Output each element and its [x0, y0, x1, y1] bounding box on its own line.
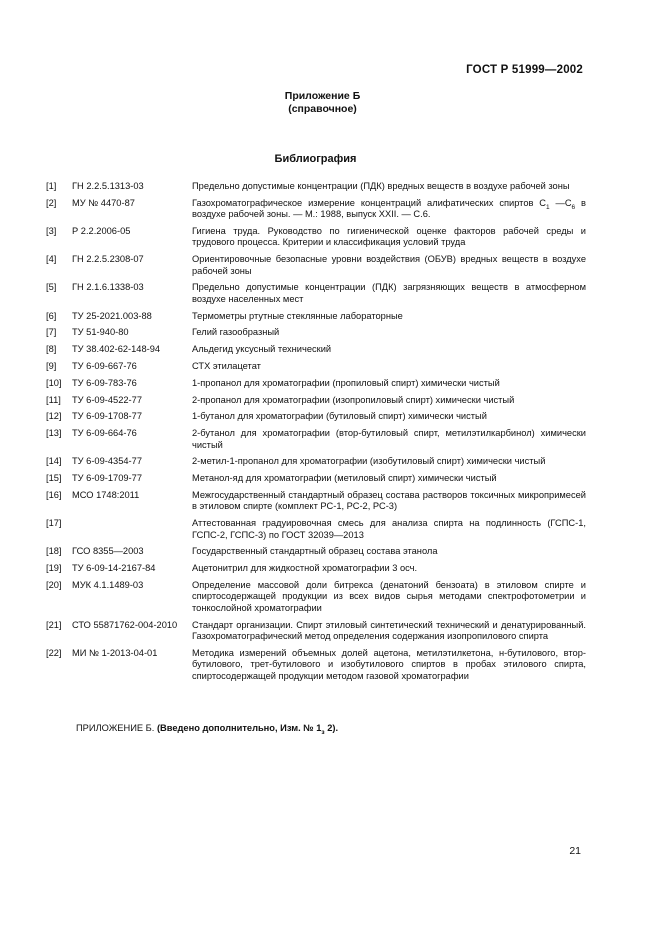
entry-text: Гигиена труда. Руководство по гигиенической оценке факторов рабочей среды и трудового процесса. Критерии и классификация условий труда	[192, 226, 586, 248]
entry-code: ТУ 38.402-62-148-94	[72, 344, 161, 355]
entry-code: ТУ 6-09-4522-77	[72, 394, 142, 405]
appendix-note: ПРИЛОЖЕНИЕ Б. (Введено дополнительно, Изм. № $1_з$ 2).	[76, 723, 339, 736]
entry-number: [3]	[46, 226, 57, 236]
appendix-subtitle: (справочное)	[288, 103, 357, 115]
entry-number: [7]	[46, 327, 57, 338]
entry-text: 1-пропанол для хроматографии (пропиловый спирт) химически чистый	[192, 377, 500, 388]
entry-code: ГН 2.2.5.2308-07	[72, 254, 144, 265]
entry-text: Межгосударственный стандартный образец состава растворов токсичных микропримесей в этиловом спирте (комплект РС-1, РС-2, РС-3)	[192, 489, 586, 512]
bibliography-entry	[46, 361, 586, 372]
page-number: 21	[569, 845, 581, 857]
entry-text: Предельно допустимые концентрации (ПДК) загрязняющих веществ в атмосферном воздухе населенных мест	[192, 282, 586, 304]
entry-number: [6]	[46, 310, 57, 321]
entry-number: [9]	[46, 361, 57, 371]
entry-code: ГСО 8355—2003	[72, 546, 144, 557]
entry-code: ТУ 6-09-1709-77	[72, 473, 142, 484]
entry-number: [22]	[46, 647, 62, 658]
entry-code: ТУ 6-09-664-76	[72, 428, 137, 439]
entry-number: [12]	[46, 411, 62, 422]
entry-text: Предельно допустимые концентрации (ПДК) вредных веществ в воздухе рабочей зоны	[192, 181, 570, 191]
entry-code	[72, 518, 192, 541]
entry-code: ТУ 6-09-1708-77	[72, 411, 142, 422]
bibliography-entry	[46, 456, 586, 467]
entry-number: [2]	[46, 197, 57, 208]
entry-text: 2-бутанол для хроматографии (втор-бутиловый спирт, метилэтилкарбинол) химически чистый	[192, 428, 586, 450]
entry-number: [8]	[46, 344, 57, 355]
entry-code: ТУ 51-940-80	[72, 327, 129, 338]
entry-text: Ацетонитрил для жидкостной хроматографии 3 осч.	[192, 563, 418, 574]
bibliography-list	[46, 181, 586, 687]
bibliography-entry	[46, 327, 586, 338]
entry-number: [17]	[46, 518, 62, 529]
entry-number: [14]	[46, 456, 62, 467]
bibliography-entry	[46, 282, 586, 305]
bibliography-entry	[46, 198, 586, 221]
entry-text: СТХ этилацетат	[192, 361, 261, 371]
entry-text: Гелий газообразный	[192, 327, 280, 338]
entry-text: 2-пропанол для хроматографии (изопропиловый спирт) химически чистый	[192, 394, 515, 405]
bibliography-entry	[46, 181, 586, 192]
entry-number: [19]	[46, 563, 62, 574]
bibliography-entry	[46, 311, 586, 322]
entry-number: [11]	[46, 394, 61, 405]
entry-code: ТУ 6-09-4354-77	[72, 456, 142, 467]
entry-text: Альдегид уксусный технический	[192, 344, 332, 355]
entry-code: ТУ 6-09-783-76	[72, 377, 137, 388]
bibliography-entry	[46, 254, 586, 277]
entry-number: [18]	[46, 546, 62, 557]
bibliography-title: Библиография	[274, 153, 357, 165]
bibliography-entry	[46, 648, 586, 682]
entry-text: 2-метил-1-пропанол для хроматографии (изобутиловый спирт) химически чистый	[192, 456, 546, 467]
entry-code: ТУ 6-09-14-2167-84	[72, 563, 156, 574]
entry-text: Аттестованная градуировочная смесь для анализа спирта на подлинность (ГСПС-1, ГСПС-2, ГСПС-3) по ГОСТ 32039—2013	[192, 518, 586, 540]
entry-code: МСО 1748:2011	[72, 489, 140, 500]
entry-number: [16]	[46, 489, 62, 500]
entry-code: ГН 2.2.5.1313-03	[72, 181, 144, 191]
entry-code: МУ № 4470-87	[72, 197, 135, 208]
bibliography-entry	[46, 344, 586, 355]
appendix-title: Приложение Б	[284, 90, 361, 102]
entry-code: МИ № 1-2013-04-01	[72, 647, 158, 658]
entry-number: [13]	[46, 428, 62, 439]
entry-code: МУК 4.1.1489-03	[72, 579, 144, 590]
entry-text: Стандарт организации. Спирт этиловый синтетический технический и денатурированный. Газохроматографический метод определения содержания изопропилового спирта	[192, 619, 586, 641]
entry-number: [21]	[46, 619, 62, 630]
bibliography-entry	[46, 620, 586, 643]
bibliography-entry	[46, 378, 586, 389]
bibliography-entry	[46, 580, 586, 614]
bibliography-entry	[46, 546, 586, 557]
entry-text: Ориентировочные безопасные уровни воздействия (ОБУВ) вредных веществ в воздухе рабочей зоны	[192, 254, 586, 276]
bibliography-entry	[46, 428, 586, 451]
entry-text: 1-бутанол для хроматографии (бутиловый спирт) химически чистый	[192, 411, 487, 422]
entry-text: Государственный стандартный образец состава этанола	[192, 546, 438, 557]
entry-number: [4]	[46, 254, 57, 265]
document-code: ГОСТ Р 51999—2002	[466, 64, 583, 76]
entry-number: [20]	[46, 579, 62, 590]
entry-code: ТУ 25-2021.003-88	[72, 310, 152, 321]
entry-code: СТО 55871762-004-2010	[72, 619, 178, 630]
entry-number: [10]	[46, 377, 62, 388]
entry-code: ГН 2.1.6.1338-03	[72, 282, 144, 293]
bibliography-entry	[46, 518, 586, 541]
entry-code: ТУ 6-09-667-76	[72, 361, 137, 371]
entry-number: [15]	[46, 473, 62, 484]
entry-text: Определение массовой доли битрекса (денатоний бензоата) в этиловом спирте и спиртосодержащей продукции из всех видов сырья методами спектрофотометрии и тонкослойной хроматографии	[192, 579, 586, 613]
bibliography-entry	[46, 395, 586, 406]
entry-number: [1]	[46, 181, 57, 191]
bibliography-entry	[46, 563, 586, 574]
entry-code: Р 2.2.2006-05	[72, 226, 131, 236]
bibliography-entry	[46, 490, 586, 513]
bibliography-entry	[46, 226, 586, 249]
entry-number: [5]	[46, 282, 57, 293]
bibliography-entry	[46, 473, 586, 484]
appendix-heading	[0, 90, 645, 116]
entry-text: Термометры ртутные стеклянные лабораторные	[192, 310, 403, 321]
entry-text: Методика измерений объемных долей ацетона, метилэтилкетона, н-бутилового, втор-бутилового, трет-бутилового и изобутилового спиртов в пробах этилового спирта, спиртосодержащей продукции методом газовой хроматографии	[192, 647, 586, 681]
entry-text: Метанол-яд для хроматографии (метиловый спирт) химически чистый	[192, 473, 497, 484]
bibliography-entry	[46, 411, 586, 422]
entry-text: Газохроматографическое измерение концентраций алифатических спиртов $С_1$ $—С_6$ в воздухе рабочей зоны. — М.: 1988, выпуск XXII. — С.6.	[192, 197, 586, 220]
